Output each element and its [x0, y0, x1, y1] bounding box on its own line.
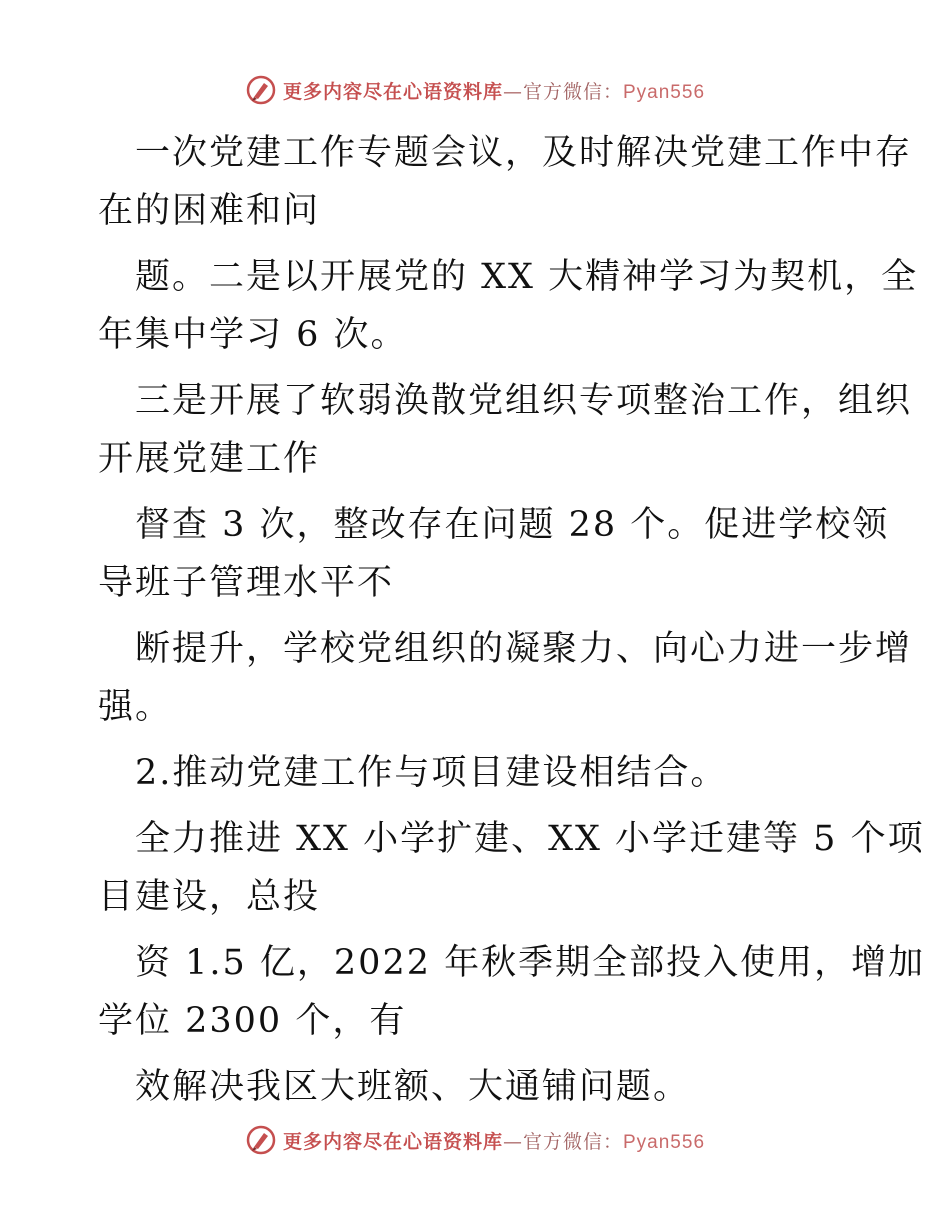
text-line: 开展党建工作 — [98, 439, 321, 479]
pen-nib-logo-icon — [245, 1124, 277, 1156]
watermark-wechat-label: 官方微信： — [522, 80, 623, 103]
text-line: 2.推动党建工作与项目建设相结合。 — [135, 753, 728, 793]
watermark-brand: 更多内容尽在心语资料库 — [282, 1130, 503, 1153]
text-line: 学位 2300 个，有 — [98, 1001, 407, 1041]
text-line: 年集中学习 6 次。 — [98, 315, 408, 355]
footer-watermark — [0, 1124, 950, 1156]
watermark-separator: — — [502, 80, 523, 103]
text-line: 题。二是以开展党的 XX 大精神学习为契机，全 — [135, 257, 919, 297]
pen-nib-logo-icon — [245, 74, 277, 106]
text-line: 资 1.5 亿，2022 年秋季期全部投入使用，增加 — [135, 943, 926, 983]
text-line: 目建设，总投 — [98, 877, 321, 917]
text-line: 三是开展了软弱涣散党组织专项整治工作，组织 — [135, 381, 913, 421]
text-line: 强。 — [98, 687, 173, 727]
text-line: 在的困难和问 — [98, 191, 321, 231]
watermark-wechat-id: Pyan556 — [623, 81, 706, 103]
watermark-separator: — — [502, 1130, 523, 1153]
text-line: 效解决我区大班额、大通铺问题。 — [135, 1067, 691, 1107]
document-body — [98, 124, 926, 1116]
text-line: 全力推进 XX 小学扩建、XX 小学迁建等 5 个项 — [135, 819, 925, 859]
watermark-text — [283, 77, 705, 104]
text-line: 断提升，学校党组织的凝聚力、向心力进一步增 — [135, 629, 913, 669]
text-line: 督查 3 次，整改存在问题 28 个。促进学校领 — [135, 505, 890, 545]
watermark-text — [283, 1127, 705, 1154]
watermark-wechat-id: Pyan556 — [623, 1131, 706, 1153]
text-line: 导班子管理水平不 — [98, 563, 395, 603]
header-watermark — [0, 74, 950, 106]
text-line: 一次党建工作专题会议，及时解决党建工作中存 — [135, 133, 913, 173]
watermark-brand: 更多内容尽在心语资料库 — [282, 80, 503, 103]
watermark-wechat-label: 官方微信： — [522, 1130, 623, 1153]
